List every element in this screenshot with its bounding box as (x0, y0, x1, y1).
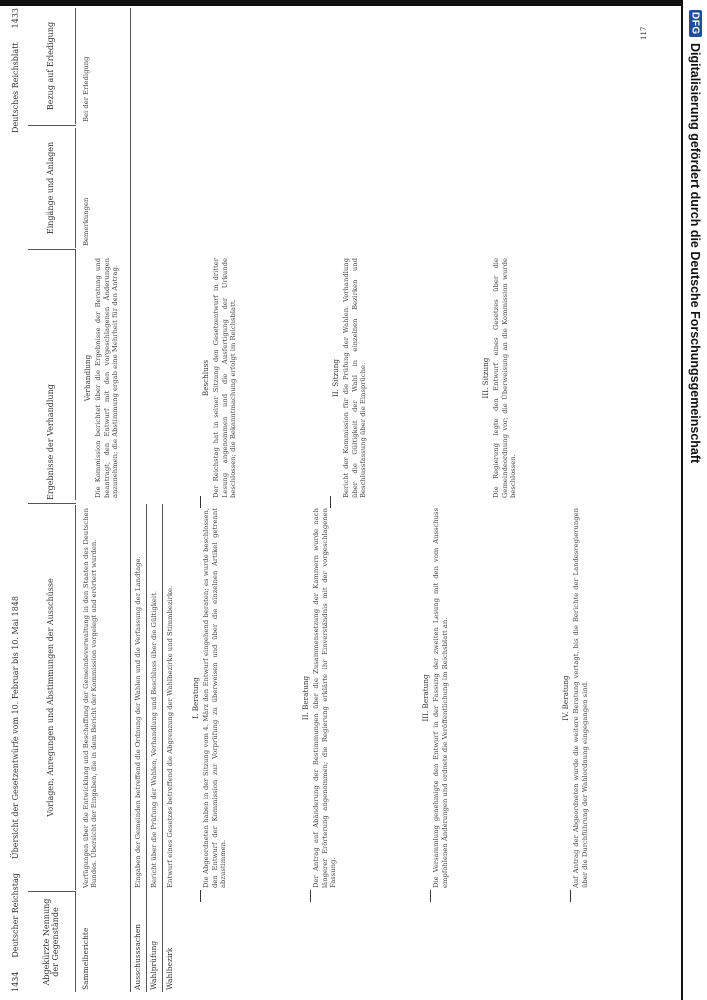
section-heading: III. Beratung (421, 674, 430, 722)
entries-note: Bemerkungen (82, 197, 90, 246)
header-title-left: Übersicht der Gesetzentwürfe vom 10. Februar bis 10. Mai 1848 (10, 596, 20, 860)
row-text: Verfügungen über die Entwicklung und Beschaffung der Gemeindeverwaltung in den Staaten des Deutschen Bundes. Übersicht der Eingaben, die in dem Bericht der Kommission vorgelegt und erörtert wurden. (82, 508, 99, 888)
row-label: Wahlprüfung (149, 940, 158, 990)
header-title-right: Deutsches Reichsblatt (10, 42, 20, 133)
dash-mark (200, 890, 201, 902)
section-text: Die Versammlung genehmigte den Entwurf in der Fassung der zweiten Lesung mit den vom Ausschuss empfohlenen Änderungen und ordnete die Veröffentlichung im Reichsblatt an. (432, 508, 449, 888)
row-divider (146, 504, 147, 992)
dash-mark (570, 890, 571, 902)
section-block (300, 508, 338, 888)
column-divider (28, 891, 76, 892)
section-heading: II. Beratung (301, 675, 310, 721)
dash-mark (430, 890, 431, 902)
row-label: Wahlbezirk (165, 947, 174, 990)
dash-mark (200, 496, 201, 508)
right-section-block (330, 258, 368, 498)
column-header-subjects: Abgekürzte Nennung der Gegenstände (28, 892, 76, 992)
row-label: Sammelberichte (81, 927, 90, 990)
row-text: Bericht über die Prüfung der Wahlen, Verhandlung und Beschluss über die Gültigkeit. (150, 591, 158, 888)
source-left: Deutscher Reichstag (10, 873, 20, 958)
row-divider (130, 504, 131, 992)
right-section-heading: III. Sitzung (481, 357, 490, 399)
page-number-left: 1434 (10, 971, 20, 992)
section-block (190, 508, 228, 888)
settlement-note: Bei der Erledigung (82, 56, 90, 122)
column-header-proposals: Vorlagen, Anregungen und Abstimmungen der Ausschüsse (28, 505, 76, 890)
section-text: Auf Antrag der Abgeordneten wurde die weitere Beratung vertagt, bis die Berichte der Landesregierungen über die Durchführung der Wahlordnung eingegangen sind. (572, 508, 589, 888)
row-label: Ausschusssachen (133, 923, 142, 990)
page-number-right: 1433 (10, 8, 20, 29)
column-divider (28, 125, 76, 126)
column-header-settlement: Bezug auf Erledigung (28, 8, 76, 124)
dash-mark (330, 496, 331, 508)
right-section-heading: Verhandlung (83, 354, 92, 402)
row-divider (130, 8, 131, 504)
column-divider (28, 503, 76, 504)
right-section-text: Der Reichstag hat in seiner Sitzung den Gesetzentwurf in dritter Lesung angenommen und die Ausfertigung der Urkunde beschlossen; die Bekanntmachung erfolgt im Reichsblatt. (212, 258, 238, 498)
page-number: 117 (640, 26, 648, 40)
column-divider (28, 249, 76, 250)
dash-mark (310, 890, 311, 902)
section-text: Der Antrag auf Abänderung der Bestimmungen über die Zusammensetzung der Kammern wurde nach längerer Erörterung angenommen; die Regierung erklärte ihr Einverständnis mit der vorgeschlagenen Fassung. (312, 508, 338, 888)
right-section-text: Bericht der Kommission für die Prüfung der Wahlen. Verhandlung über die Gültigkeit der Wahl in einzelnen Bezirken und Beschlussfassung über die Einsprüche. (342, 258, 368, 498)
section-block (560, 508, 589, 888)
right-section-block (200, 258, 238, 498)
right-section-text: Die Regierung legte den Entwurf eines Gesetzes über die Gemeindeordnung vor; die Überweisung an die Kommission wurde beschlossen. (492, 258, 518, 498)
dfg-watermark (683, 6, 707, 1000)
column-header-entries: Eingänge und Anlagen (28, 128, 76, 248)
row-text: Entwurf eines Gesetzes betreffend die Abgrenzung der Wahlbezirke und Stimmbezirke. (166, 585, 174, 888)
page-header (6, 8, 26, 992)
row-text: Eingaben der Gemeinden betreffend die Ordnung der Wahlen und die Verfassung der Landtage. (134, 556, 142, 888)
watermark-text: Digitalisierung gefördert durch die Deutsche Forschungsgemeinschaft (688, 42, 702, 463)
right-section-heading: Beschluss (201, 359, 210, 397)
right-section-text: Die Kommission berichtet über die Ergebnisse der Beratung und beantragt, den Entwurf mit den vorgeschlagenen Änderungen anzunehmen; die Abstimmung ergab eine Mehrheit für den Antrag. (94, 258, 120, 498)
right-section-block (82, 258, 120, 498)
column-header-results: Ergebnisse der Verhandlung (28, 250, 76, 500)
right-section-block (480, 258, 518, 498)
section-text: Die Abgeordneten haben in der Sitzung vom 4. März den Entwurf eingehend beraten; es wurde beschlossen, den Entwurf der Kommission zur Vorprüfung zu überweisen und über die einzelnen Artikel getrennt abzustimmen. (202, 508, 228, 888)
dfg-logo-icon: DFG (689, 12, 701, 35)
section-block (420, 508, 449, 888)
section-heading: I. Beratung (191, 677, 200, 719)
right-section-heading: II. Sitzung (331, 359, 340, 398)
row-divider (162, 504, 163, 992)
section-heading: IV. Beratung (561, 675, 570, 721)
